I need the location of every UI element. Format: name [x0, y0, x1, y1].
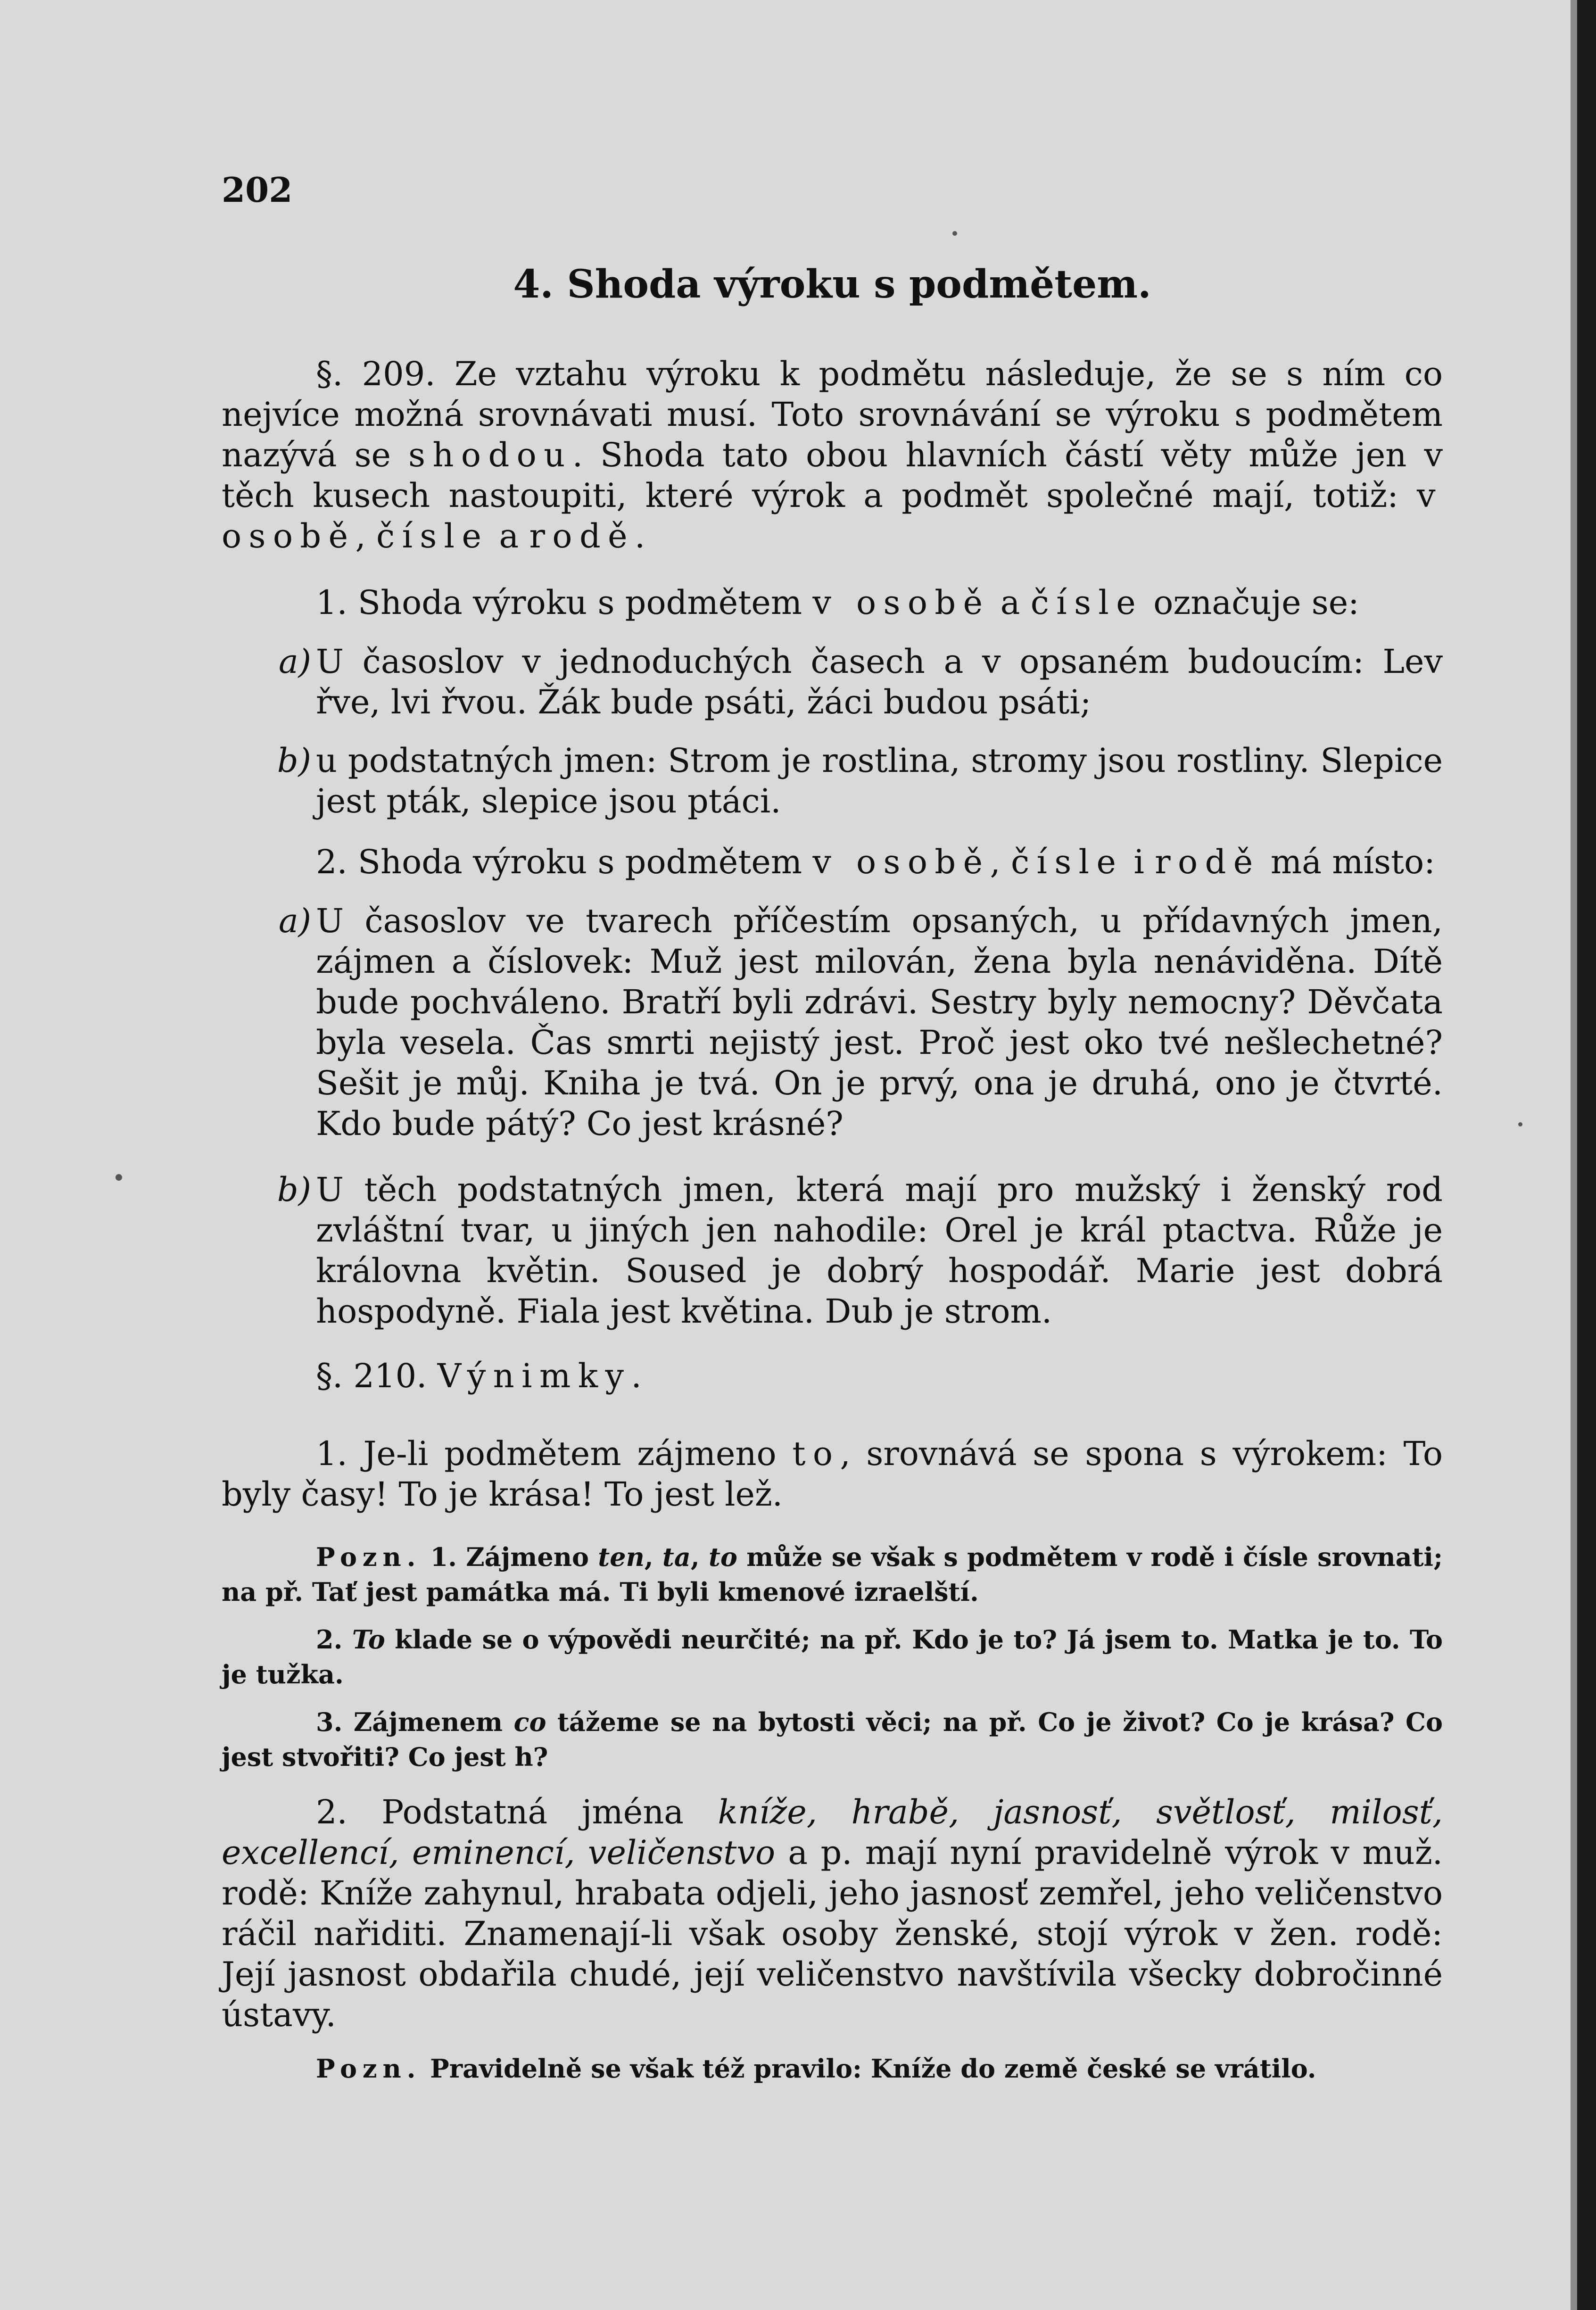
item-text: u podstatných jmen: Strom je rostlina, stromy jsou rostliny. Slepice jest pták, slepice jsou ptáci.	[316, 741, 1443, 820]
dust-speck	[116, 1174, 122, 1181]
item-text: U těch podstatných jmen, která mají pro mužský i ženský rod zvláštní tvar, u jiných jen nahodile: Orel je král ptactva. Růže je královna květin. Soused je dobrý hospodář. Marie jest dobrá hospodyně. Fiala jest květina. Dub je strom.	[316, 1170, 1443, 1331]
note-3: 3. Zájmenem co tážeme se na bytosti věci; na př. Co je život? Co je krása? Co jest stvořiti? Co jest h?	[222, 1707, 1443, 1772]
note-1: Pozn. 1. Zájmeno ten, ta, to může se však s podmětem v rodě i čísle srovnati; na př. Tať jest památka má. Ti byli kmenové izraelští.	[222, 1542, 1443, 1607]
rule-2-heading: 2. Shoda výroku s podmětem v osobě, čísle i rodě má místo:	[316, 843, 1435, 881]
note-2: 2. To klade se o výpovědi neurčité; na př. Kdo je to? Já jsem to. Matka je to. To je tužka.	[222, 1624, 1443, 1689]
dust-speck	[1518, 1122, 1522, 1126]
item-marker: b)	[277, 1170, 311, 1209]
paragraph-210-heading: §. 210. Výnimky.	[316, 1357, 642, 1395]
item-text: U časoslov ve tvarech příčestím opsaných, u přídavných jmen, zájmen a číslovek: Muž jest milován, žena byla nenáviděna. Dítě bude pochváleno. Bratří byli zdrávi. Sestry byly nemocny? Děvčata byla vesela. Čas smrti nejistý jest. Proč jest oko tvé nešlechetné? Sešit je můj. Kniha je tvá. On je prvý, ona je druhá, ono je čtvrté. Kdo bude pátý? Co jest krásné?	[316, 902, 1443, 1143]
item-text: U časoslov v jednoduchých časech a v opsaném budoucím: Lev řve, lvi řvou. Žák bude psáti, žáci budou psáti;	[316, 642, 1443, 721]
paragraph-209: §. 209. Ze vztahu výroku k podmětu následuje, že se s ním co nejvíce možná srovnávati musí. Toto srovnávání se výroku s podmětem nazývá se shodou. Shoda tato obou hlavních částí věty může jen v těch kusech nastoupiti, které výrok a podmět společné mají, totiž: v osobě, čísle a rodě.	[222, 355, 1443, 555]
final-note: Pozn. Pravidelně se však též pravilo: Kníže do země české se vrátilo.	[316, 2053, 1316, 2084]
rule-1-heading: 1. Shoda výroku s podmětem v osobě a čísle označuje se:	[316, 583, 1359, 622]
item-marker: a)	[278, 642, 311, 681]
scan-shadow	[1571, 0, 1577, 2310]
scan-edge	[1577, 0, 1596, 2310]
book-page	[222, 170, 1443, 2197]
page-number: 202	[222, 170, 293, 210]
section-title: 4. Shoda výroku s podmětem.	[513, 262, 1151, 307]
exception-1: 1. Je-li podmětem zájmeno to, srovnává se spona s výrokem: To byly časy! To je krása! To jest lež.	[222, 1434, 1443, 1514]
exception-2: 2. Podstatná jména kníže, hrabě, jasnosť, světlosť, milosť, excellencí, eminencí, veličenstvo a p. mají nyní pravidelně výrok v muž. rodě: Kníže zahynul, hrabata odjeli, jeho jasnosť zemřel, jeho veličenstvo ráčil nařiditi. Znamenají-li však osoby ženské, stojí výrok v žen. rodě: Její jasnost obdařila chudé, její veličenstvo navštívila všecky dobročinné ústavy.	[222, 1793, 1443, 2034]
item-marker: a)	[278, 902, 311, 940]
item-marker: b)	[277, 741, 311, 780]
